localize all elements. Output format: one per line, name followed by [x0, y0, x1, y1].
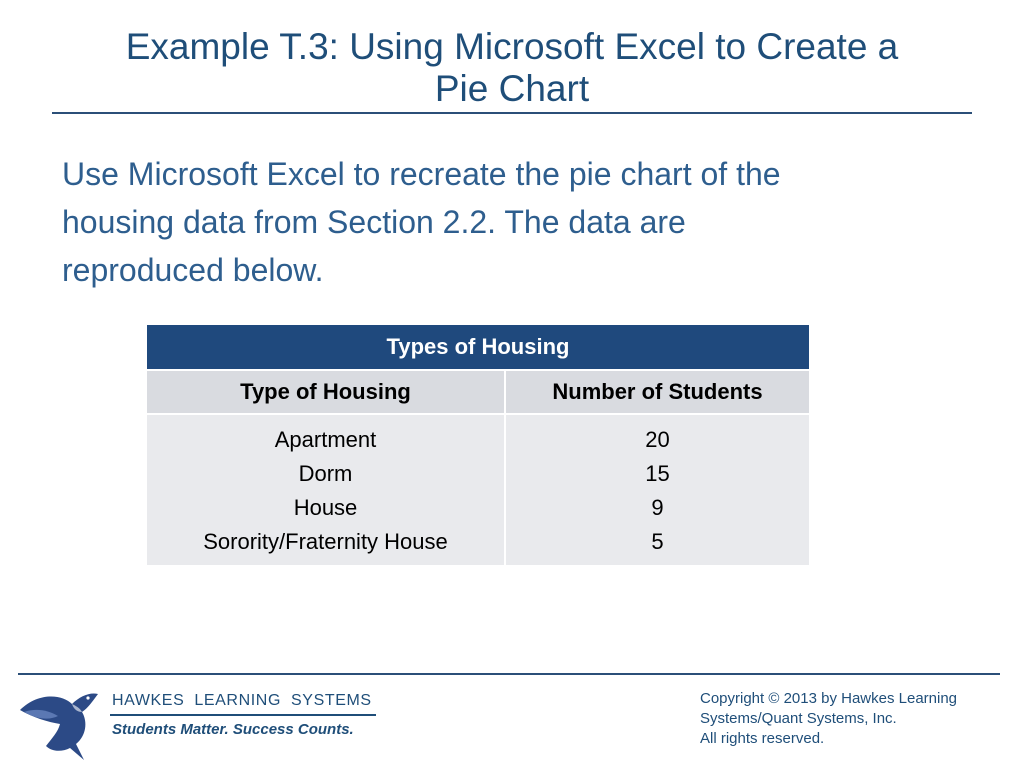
copyright-line-3: All rights reserved. [700, 730, 825, 747]
column-header-count: Number of Students [505, 370, 810, 414]
housing-type: Dorm [298, 461, 353, 486]
slide-title-line-1: Example T.3: Using Microsoft Excel to Create a [125, 26, 899, 67]
table-row [146, 414, 810, 566]
student-count: 5 [651, 529, 664, 554]
student-count: 15 [645, 461, 670, 486]
student-count: 20 [645, 427, 670, 452]
student-count-cell [505, 414, 810, 566]
eagle-logo-icon [18, 682, 100, 762]
copyright-line-2: Systems/Quant Systems, Inc. [700, 710, 897, 727]
slide-title-line-2: Pie Chart [434, 68, 590, 109]
copyright-line-1: Copyright © 2013 by Hawkes Learning [700, 690, 958, 707]
brand-tagline: Students Matter. Success Counts. [112, 721, 354, 738]
housing-type-cell [146, 414, 505, 566]
body-paragraph [62, 150, 922, 294]
copyright-notice [700, 689, 1010, 749]
body-line-1: Use Microsoft Excel to recreate the pie chart of the [62, 156, 781, 192]
housing-table [145, 323, 811, 567]
table-caption: Types of Housing [146, 324, 810, 370]
body-line-3: reproduced below. [62, 252, 324, 288]
slide-title [40, 26, 984, 110]
brand-name: HAWKES LEARNING SYSTEMS [112, 692, 372, 709]
table-header-row [146, 370, 810, 414]
column-header-type: Type of Housing [146, 370, 505, 414]
housing-type: House [293, 495, 358, 520]
housing-type: Apartment [274, 427, 377, 452]
housing-type: Sorority/Fraternity House [203, 529, 448, 554]
brand-divider [110, 714, 376, 716]
title-divider [52, 112, 972, 114]
student-count: 9 [651, 495, 664, 520]
body-line-2: housing data from Section 2.2. The data are [62, 204, 686, 240]
footer-divider [18, 673, 1000, 675]
